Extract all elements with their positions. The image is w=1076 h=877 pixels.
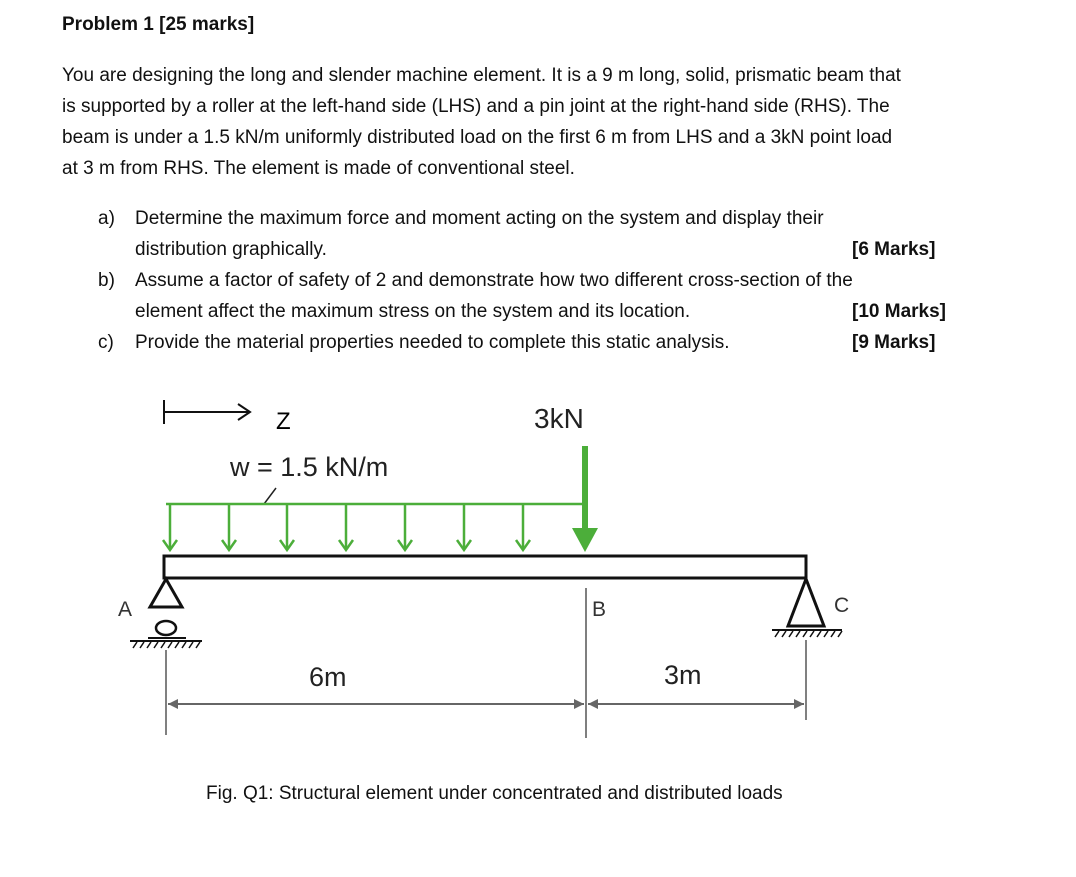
- support-a-label: A: [118, 598, 133, 621]
- roller-support-icon: [130, 579, 202, 648]
- question-letter: b): [98, 270, 115, 291]
- dimension-label-3m: 3m: [664, 660, 702, 690]
- distributed-load-label: w = 1.5 kN/m: [230, 452, 389, 482]
- question-letter: c): [98, 332, 114, 353]
- question-text: distribution graphically.: [135, 239, 327, 260]
- point-b-label: B: [592, 598, 607, 621]
- figure-caption: Fig. Q1: Structural element under concentrated and distributed loads: [206, 783, 783, 804]
- question-letter: a): [98, 208, 115, 229]
- z-axis-label: Z: [276, 408, 291, 435]
- question-text: Determine the maximum force and moment acting on the system and display their: [135, 208, 824, 229]
- z-axis-arrow-icon: [164, 400, 250, 424]
- question-text: Provide the material properties needed to complete this static analysis.: [135, 332, 730, 353]
- dimension-line-6m: [168, 699, 584, 709]
- beam: [164, 556, 806, 578]
- support-c-label: C: [834, 594, 850, 617]
- point-load-label: 3kN: [534, 403, 584, 434]
- marks-c: [9 Marks]: [852, 332, 936, 353]
- description-line: beam is under a 1.5 kN/m uniformly distributed load on the first 6 m from LHS and a 3kN point load: [62, 127, 893, 148]
- description-line: You are designing the long and slender machine element. It is a 9 m long, solid, prismatic beam that: [62, 65, 901, 86]
- problem-title: Problem 1 [25 marks]: [62, 14, 255, 35]
- point-load-arrow-icon: [572, 446, 598, 552]
- marks-b: [10 Marks]: [852, 301, 946, 322]
- marks-a: [6 Marks]: [852, 239, 936, 260]
- description-line: at 3 m from RHS. The element is made of conventional steel.: [62, 158, 575, 179]
- question-text: Assume a factor of safety of 2 and demonstrate how two different cross-section of the: [135, 270, 853, 291]
- pin-support-icon: [772, 579, 842, 637]
- distributed-load-leader-line: [264, 488, 276, 504]
- distributed-load: [163, 504, 584, 550]
- dimension-label-6m: 6m: [309, 662, 347, 692]
- dimension-line-3m: [588, 699, 804, 709]
- description-line: is supported by a roller at the left-hand side (LHS) and a pin joint at the right-hand side (RHS). The: [62, 96, 890, 117]
- question-text: element affect the maximum stress on the system and its location.: [135, 301, 691, 322]
